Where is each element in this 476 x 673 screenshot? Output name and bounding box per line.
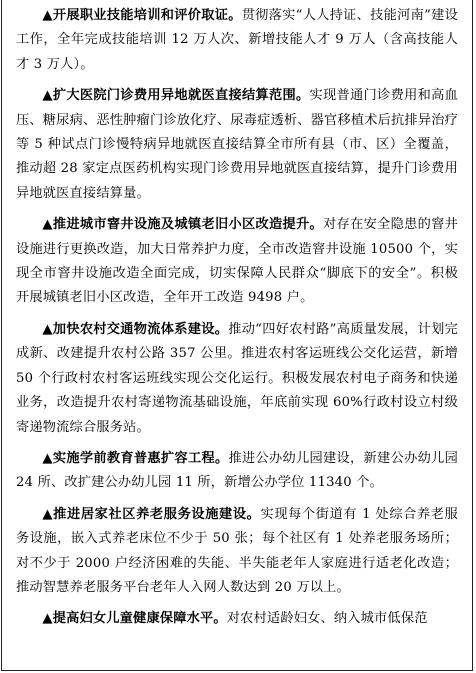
triangle-bullet-icon: ▲ bbox=[42, 450, 53, 466]
paragraph-body: 实现每个街道有 1 处综合养老服务设施，嵌入式养老床位不少于 50 张；每个社区有 1 处养老服务场所；对不少于 2000 户经济困难的失能、半失能老年人家庭进行适老化改造；推动智慧养老服务平台老年人入网人数达到 20 万以上。 bbox=[16, 506, 458, 595]
paragraph-body: 对农村适龄妇女、纳入城市低保范 bbox=[226, 611, 428, 627]
document-page bbox=[1, 0, 473, 671]
paragraph-preschool bbox=[16, 447, 458, 496]
paragraph-rural-logistics bbox=[16, 318, 458, 440]
paragraph-heading: 推进居家社区养老服务设施建设。 bbox=[53, 506, 261, 522]
paragraph-heading: 扩大医院门诊费用异地就医直接结算范围。 bbox=[52, 88, 310, 104]
paragraph-manhole-renovation bbox=[16, 213, 458, 311]
paragraph-skills-training bbox=[16, 4, 458, 77]
paragraph-medical-settlement bbox=[16, 84, 458, 206]
paragraph-body: 推动“四好农村路”高质量发展，计划完成新、改建提升农村公路 357 公里。推进农村客运班线公交化运营，新增 50 个行政村农村客运班线实现公交化运行。积极发展农村电子商务和快递业务，改造提升农村寄递物流基础设施，年底前实现 60%行政村设立村级寄递物流综合服务站。 bbox=[16, 321, 458, 435]
paragraph-heading: 开展职业技能培训和评价取证。 bbox=[52, 8, 242, 23]
paragraph-heading: 提高妇女儿童健康保障水平。 bbox=[52, 611, 227, 627]
triangle-bullet-icon: ▲ bbox=[42, 217, 53, 233]
paragraph-elderly-care bbox=[16, 503, 458, 601]
paragraph-heading: 加快农村交通物流体系建设。 bbox=[52, 321, 229, 337]
paragraph-body: 实现普通门诊费用和高血压、糖尿病、恶性肿瘤门诊放化疗、尿毒症透析、器官移植术后抗排异治疗等 5 种试点门诊慢特病异地就医直接结算全市所有县（市、区）全覆盖，推动超 28 家定点医药机构实现门诊费用异地就医直接结算，提升门诊费用异地就医直接结算量。 bbox=[16, 88, 458, 201]
paragraph-body: 推进公办幼儿园建设，新建公办幼儿园 24 所、改扩建公办幼儿园 11 所，新增公办学位 11340 个。 bbox=[16, 450, 458, 491]
triangle-bullet-icon: ▲ bbox=[42, 321, 53, 337]
paragraph-women-children-health bbox=[16, 607, 458, 631]
paragraph-body: 对存在安全隐患的窨井设施进行更换改造，加大日常养护力度，全市改造窨井设施 10500 个，实现全市窨井设施改造全面完成，切实保障人民群众“脚底下的安全”。积极开展城镇老旧小区改造，全年开工改造 9498 户。 bbox=[16, 217, 459, 306]
triangle-bullet-icon: ▲ bbox=[42, 611, 53, 627]
paragraph-body: 贯彻落实“人人持证、技能河南”建设工作，全年完成技能培训 12 万人次、新增技能人才 9 万人（含高技能人才 3 万人）。 bbox=[16, 8, 458, 72]
triangle-bullet-icon: ▲ bbox=[42, 506, 54, 522]
triangle-bullet-icon: ▲ bbox=[42, 88, 53, 104]
paragraph-heading: 实施学前教育普惠扩容工程。 bbox=[52, 450, 229, 466]
triangle-bullet-icon: ▲ bbox=[42, 8, 53, 23]
paragraph-heading: 推进城市窨井设施及城镇老旧小区改造提升。 bbox=[52, 217, 324, 233]
